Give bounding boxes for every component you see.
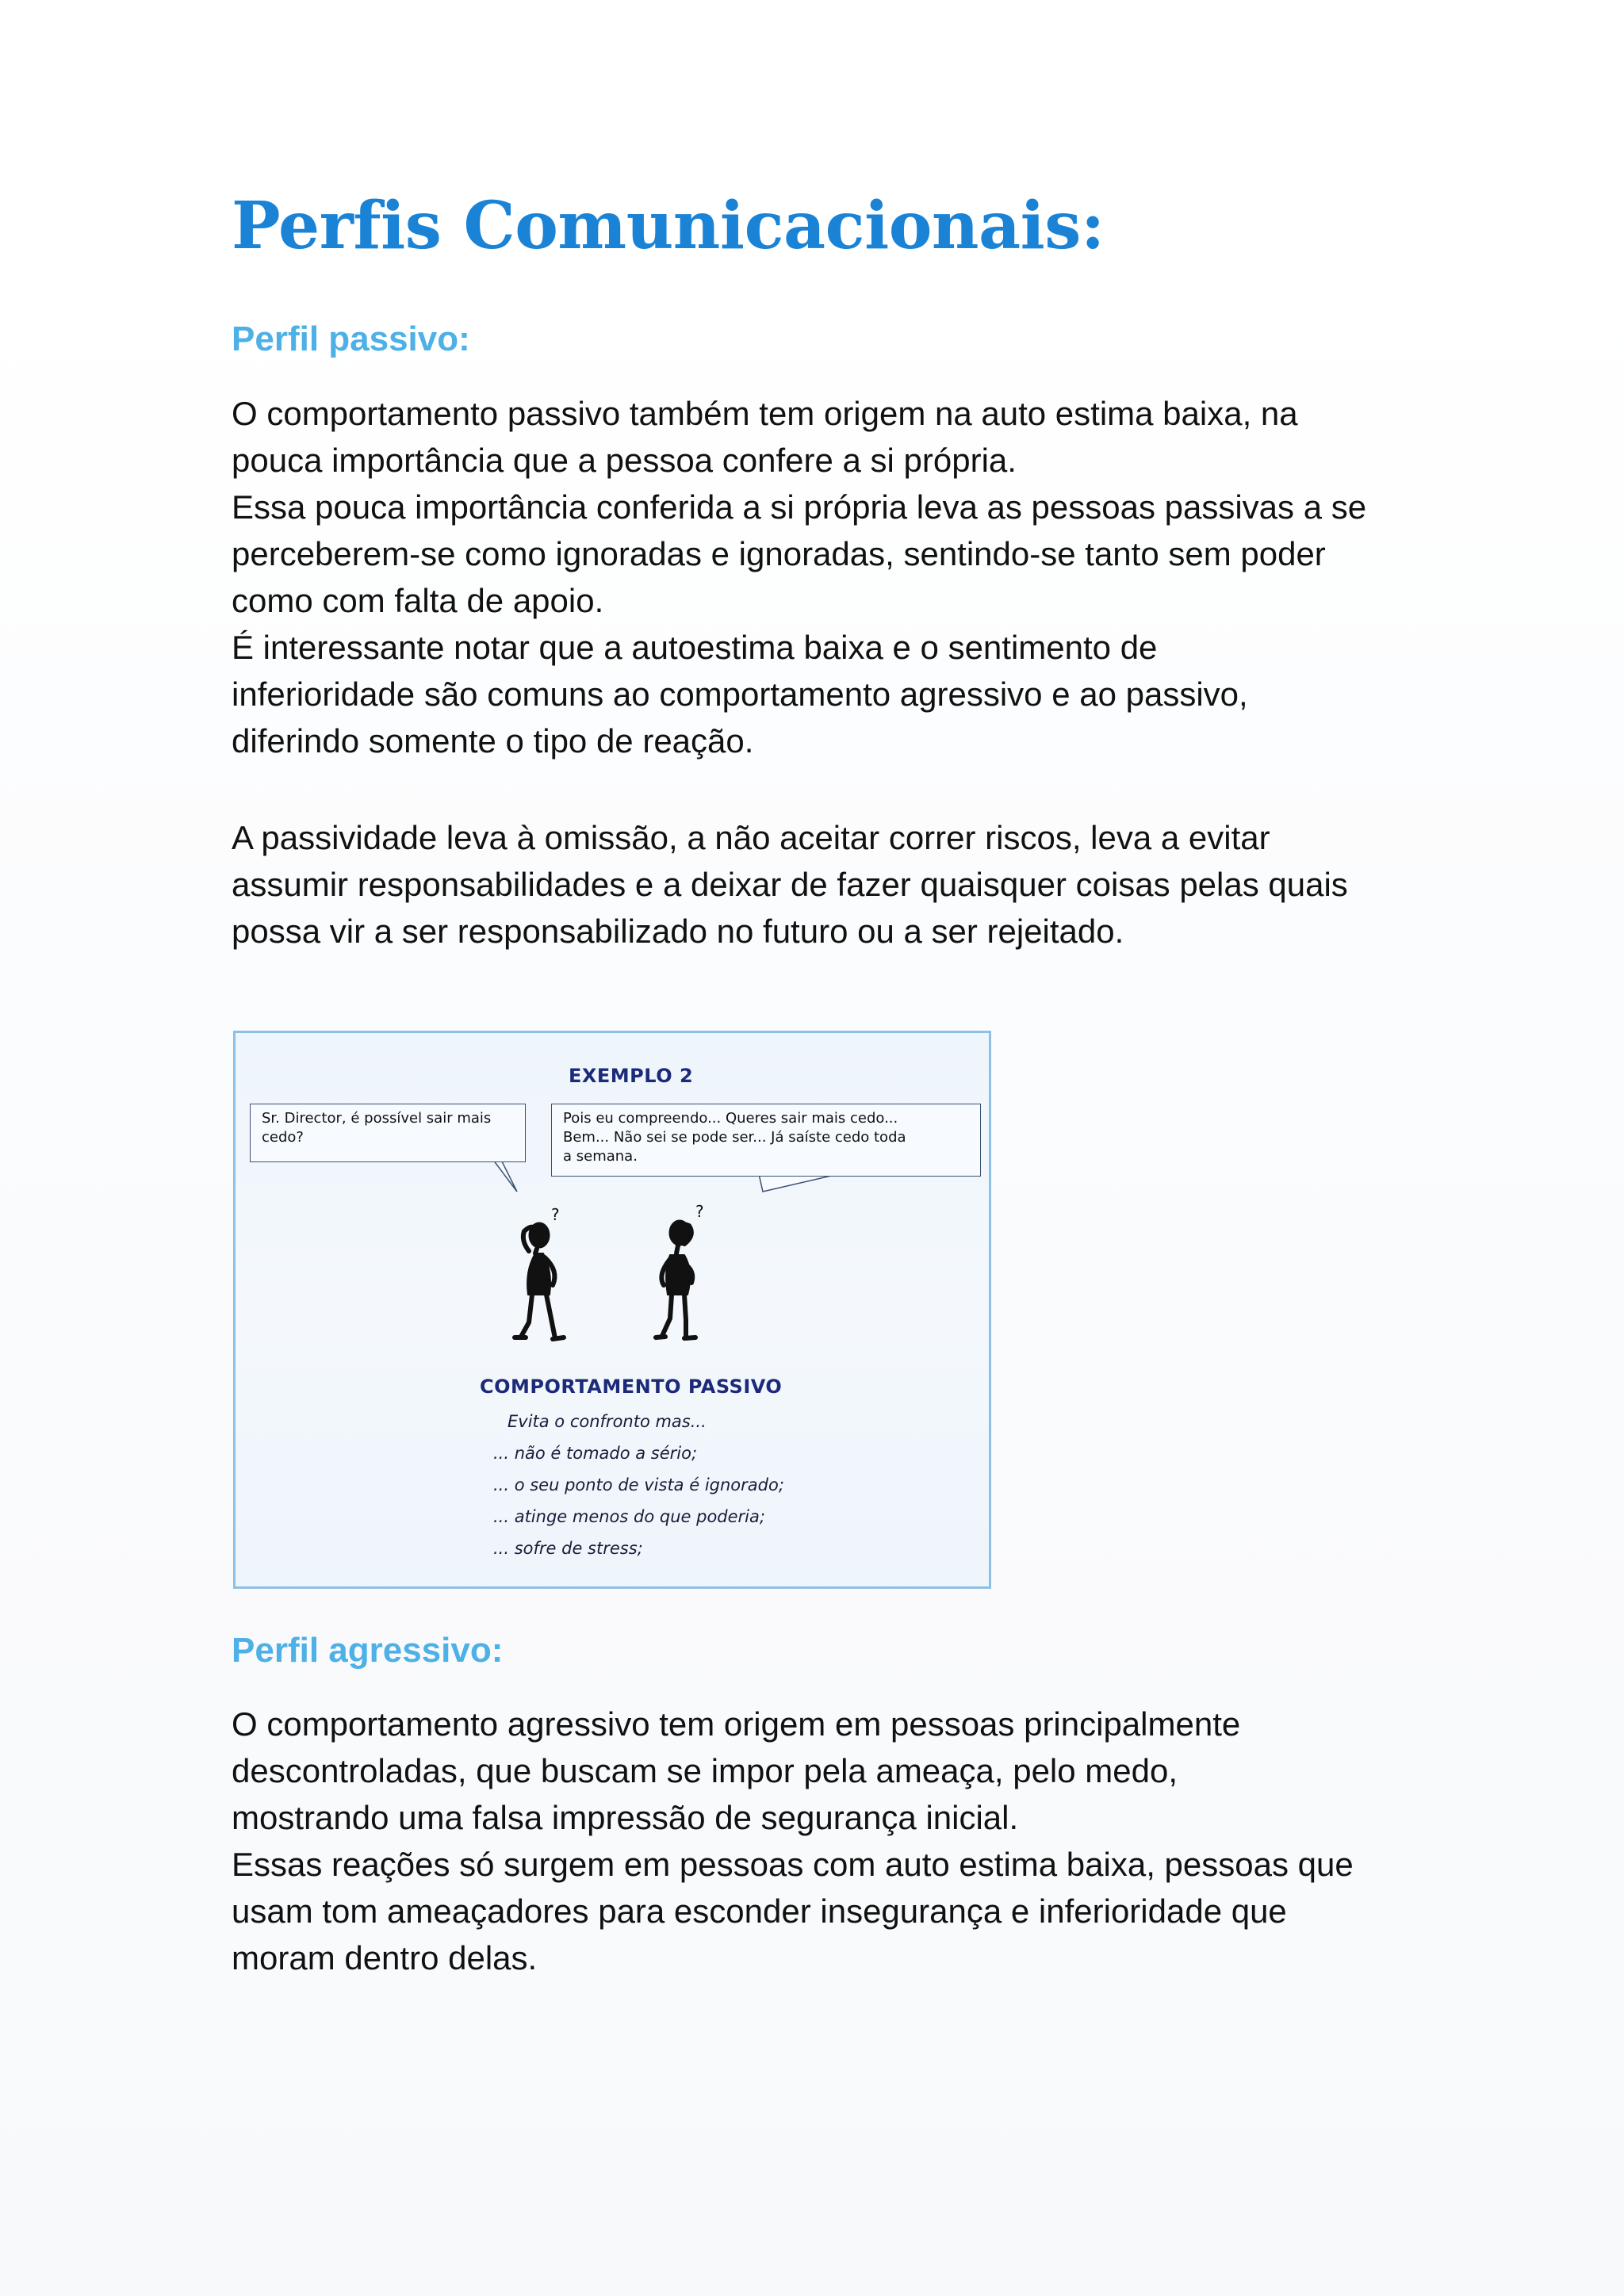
passive-paragraph-2: [232, 814, 1348, 955]
bubble-text-line: Bem... Não sei se pode ser... Já saíste cedo toda: [563, 1129, 906, 1146]
speech-bubble-left: [250, 1104, 526, 1162]
bubble-text-line: Pois eu compreendo... Queres sair mais cedo...: [563, 1110, 898, 1127]
figure-list-item: ... não é tomado a sério;: [493, 1444, 698, 1463]
text-line: diferindo somente o tipo de reação.: [232, 722, 754, 760]
section-heading-aggressive: Perfil agressivo:: [232, 1631, 504, 1670]
figure-list-item: ... o seu ponto de vista é ignorado;: [493, 1475, 784, 1494]
bubble-text-line: cedo?: [262, 1129, 304, 1146]
aggressive-paragraph: [232, 1701, 1354, 1981]
document-content: [232, 188, 1421, 1976]
text-line: Essa pouca importância conferida a si própria leva as pessoas passivas a se: [232, 488, 1367, 526]
text-line: assumir responsabilidades e a deixar de fazer quaisquer coisas pelas quais: [232, 866, 1348, 903]
figure-list-item: Evita o confronto mas...: [508, 1412, 707, 1431]
bubble-text-line: a semana.: [563, 1148, 638, 1165]
question-mark-right: ?: [695, 1202, 704, 1221]
figure-title: EXEMPLO 2: [569, 1065, 694, 1087]
page-title: Perfis Comunicacionais:: [232, 188, 1105, 264]
bubble-text-line: Sr. Director, é possível sair mais: [262, 1110, 492, 1127]
bubble-right-tail: [759, 1174, 838, 1192]
figure-heading: COMPORTAMENTO PASSIVO: [480, 1376, 783, 1398]
text-line: O comportamento passivo também tem origem na auto estima baixa, na: [232, 395, 1298, 432]
person-right-icon: [656, 1220, 695, 1338]
text-line: mostrando uma falsa impressão de segurança inicial.: [232, 1799, 1019, 1836]
figure-list-item: ... atinge menos do que poderia;: [493, 1507, 765, 1526]
text-line: como com falta de apoio.: [232, 582, 604, 619]
figure-list-item: ... sofre de stress;: [493, 1539, 643, 1558]
text-line: moram dentro delas.: [232, 1939, 538, 1976]
text-line: Essas reações só surgem em pessoas com auto estima baixa, pessoas que: [232, 1846, 1354, 1883]
text-line: pouca importância que a pessoa confere a si própria.: [232, 442, 1017, 479]
text-line: descontroladas, que buscam se impor pela ameaça, pelo medo,: [232, 1752, 1178, 1789]
passive-paragraph-1: [232, 390, 1366, 764]
bubble-left-tail: [418, 1160, 517, 1192]
text-line: perceberem-se como ignoradas e ignoradas, sentindo-se tanto sem poder: [232, 535, 1326, 572]
text-line: inferioridade são comuns ao comportamento agressivo e ao passivo,: [232, 675, 1248, 713]
example-figure: [233, 1031, 991, 1589]
figure-list: [493, 1406, 784, 1564]
speech-bubble-right: [551, 1104, 981, 1177]
section-heading-passive: Perfil passivo:: [232, 320, 470, 358]
question-mark-left: ?: [551, 1205, 560, 1224]
person-left-icon: [515, 1223, 564, 1339]
text-line: usam tom ameaçadores para esconder insegurança e inferioridade que: [232, 1892, 1287, 1930]
text-line: possa vir a ser responsabilizado no futuro ou a ser rejeitado.: [232, 913, 1124, 950]
text-line: A passividade leva à omissão, a não aceitar correr riscos, leva a evitar: [232, 819, 1270, 856]
text-line: O comportamento agressivo tem origem em pessoas principalmente: [232, 1705, 1241, 1743]
text-line: É interessante notar que a autoestima baixa e o sentimento de: [232, 629, 1158, 666]
